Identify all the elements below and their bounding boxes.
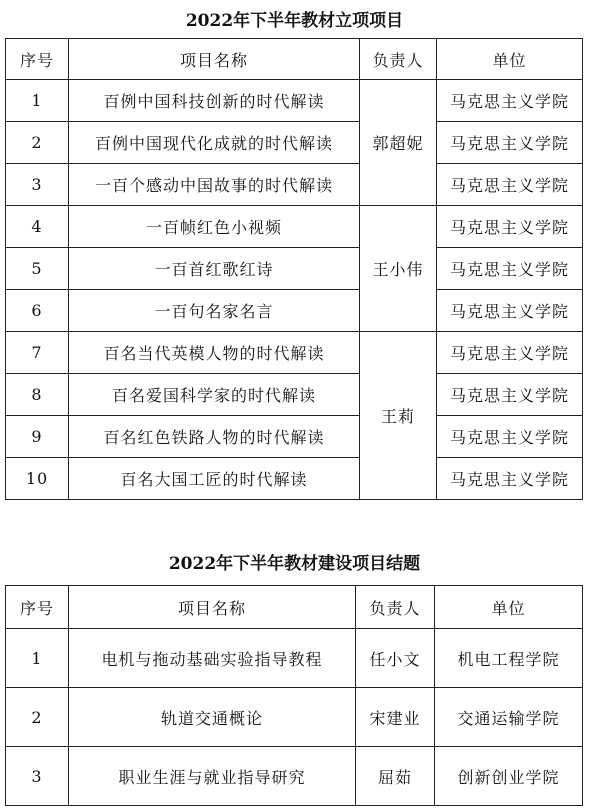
- approved-projects-table: [5, 38, 583, 500]
- row-index: 3: [6, 164, 69, 206]
- row-unit: 马克思主义学院: [437, 458, 583, 500]
- row-unit: 创新创业学院: [435, 747, 583, 806]
- row-leader: 王小伟: [360, 206, 437, 332]
- row-unit: 马克思主义学院: [437, 374, 583, 416]
- row-unit: 马克思主义学院: [437, 206, 583, 248]
- table-row: [6, 248, 583, 290]
- table-header-row: [6, 39, 583, 80]
- header-project-name: 项目名称: [69, 586, 356, 629]
- table-header-row: [6, 586, 583, 629]
- table-row: [6, 164, 583, 206]
- header-leader: 负责人: [360, 39, 437, 80]
- row-unit: 马克思主义学院: [437, 332, 583, 374]
- row-project-name: 百例中国现代化成就的时代解读: [69, 122, 360, 164]
- row-unit: 马克思主义学院: [437, 122, 583, 164]
- table-row: [6, 458, 583, 500]
- row-index: 2: [6, 122, 69, 164]
- table-row: [6, 290, 583, 332]
- row-index: 5: [6, 248, 69, 290]
- row-leader: 郭超妮: [360, 80, 437, 206]
- row-index: 6: [6, 290, 69, 332]
- row-index: 1: [6, 80, 69, 122]
- row-leader: 王莉: [360, 332, 437, 500]
- table-row: [6, 206, 583, 248]
- table-row: [6, 747, 583, 806]
- header-unit: 单位: [435, 586, 583, 629]
- row-index: 4: [6, 206, 69, 248]
- row-index: 2: [6, 688, 69, 747]
- table-row: [6, 629, 583, 688]
- row-unit: 马克思主义学院: [437, 164, 583, 206]
- row-leader: 屈茹: [356, 747, 435, 806]
- row-unit: 交通运输学院: [435, 688, 583, 747]
- table1-title: 2022年下半年教材立项项目: [185, 11, 404, 31]
- table-row: [6, 332, 583, 374]
- table-row: [6, 122, 583, 164]
- row-project-name: 一百帧红色小视频: [69, 206, 360, 248]
- row-leader: 宋建业: [356, 688, 435, 747]
- row-project-name: 轨道交通概论: [69, 688, 356, 747]
- header-leader: 负责人: [356, 586, 435, 629]
- row-index: 1: [6, 629, 69, 688]
- table-row: [6, 416, 583, 458]
- row-index: 10: [6, 458, 69, 500]
- table2-title: 2022年下半年教材建设项目结题: [168, 554, 421, 574]
- table-row: [6, 80, 583, 122]
- row-project-name: 一百首红歌红诗: [69, 248, 360, 290]
- row-unit: 马克思主义学院: [437, 248, 583, 290]
- row-index: 7: [6, 332, 69, 374]
- row-project-name: 一百句名家名言: [69, 290, 360, 332]
- row-index: 9: [6, 416, 69, 458]
- header-project-name: 项目名称: [69, 39, 360, 80]
- row-project-name: 百例中国科技创新的时代解读: [69, 80, 360, 122]
- row-project-name: 职业生涯与就业指导研究: [69, 747, 356, 806]
- row-project-name: 一百个感动中国故事的时代解读: [69, 164, 360, 206]
- table-row: [6, 688, 583, 747]
- row-index: 8: [6, 374, 69, 416]
- row-project-name: 百名爱国科学家的时代解读: [69, 374, 360, 416]
- row-project-name: 百名红色铁路人物的时代解读: [69, 416, 360, 458]
- row-index: 3: [6, 747, 69, 806]
- row-unit: 机电工程学院: [435, 629, 583, 688]
- header-index: 序号: [6, 39, 69, 80]
- row-leader: 任小文: [356, 629, 435, 688]
- row-project-name: 电机与拖动基础实验指导教程: [69, 629, 356, 688]
- header-index: 序号: [6, 586, 69, 629]
- row-project-name: 百名当代英模人物的时代解读: [69, 332, 360, 374]
- row-unit: 马克思主义学院: [437, 290, 583, 332]
- completed-projects-table: [5, 585, 583, 806]
- row-unit: 马克思主义学院: [437, 80, 583, 122]
- row-unit: 马克思主义学院: [437, 416, 583, 458]
- header-unit: 单位: [437, 39, 583, 80]
- row-project-name: 百名大国工匠的时代解读: [69, 458, 360, 500]
- table-row: [6, 374, 583, 416]
